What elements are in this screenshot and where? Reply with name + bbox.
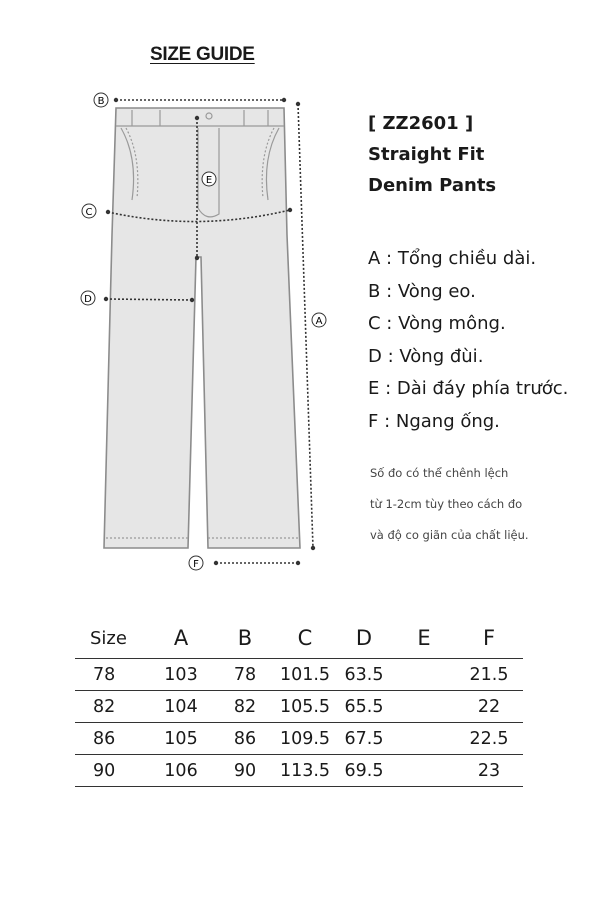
cell-e <box>393 723 455 755</box>
table-row <box>75 659 523 691</box>
legend-item: D : Vòng đùi. <box>368 345 484 367</box>
cell-a: 104 <box>147 691 215 723</box>
table-row <box>75 755 523 787</box>
svg-text:E: E <box>205 175 213 186</box>
legend-item: B : Vòng eo. <box>368 280 476 302</box>
cell-b: 86 <box>215 723 275 755</box>
cell-size: 90 <box>75 755 147 787</box>
legend-item: F : Ngang ống. <box>368 410 500 432</box>
cell-a: 106 <box>147 755 215 787</box>
svg-text:A: A <box>315 316 323 327</box>
size-guide-title: SIZE GUIDE <box>150 44 255 65</box>
cell-e <box>393 691 455 723</box>
measurement-note <box>370 458 529 551</box>
header-c: C <box>297 626 313 650</box>
cell-f: 22 <box>455 691 523 723</box>
header-f: F <box>482 626 496 650</box>
header-a: A <box>173 626 189 650</box>
cell-f: 22.5 <box>455 723 523 755</box>
legend-item: C : Vòng mông. <box>368 313 506 334</box>
marker-e <box>202 172 216 186</box>
product-name-line2: Denim Pants <box>368 175 497 196</box>
cell-d: 63.5 <box>335 659 393 691</box>
header-d: D <box>355 626 373 650</box>
marker-d <box>81 291 95 305</box>
product-name-line1: Straight Fit <box>368 144 485 165</box>
measure-line-a <box>298 104 313 548</box>
svg-text:F: F <box>193 559 199 570</box>
cell-a: 105 <box>147 723 215 755</box>
marker-a <box>312 313 326 327</box>
header-size: Size <box>90 627 127 649</box>
cell-d: 69.5 <box>335 755 393 787</box>
cell-d: 67.5 <box>335 723 393 755</box>
cell-size: 82 <box>75 691 147 723</box>
note-line: Số đo có thể chênh lệch <box>370 466 509 480</box>
table-row <box>75 723 523 755</box>
cell-e <box>393 755 455 787</box>
cell-f: 23 <box>455 755 523 787</box>
product-code: [ ZZ2601 ] <box>368 113 474 134</box>
legend-item: A : Tổng chiều dài. <box>368 248 537 269</box>
cell-b: 82 <box>215 691 275 723</box>
size-table <box>75 618 523 787</box>
cell-size: 86 <box>75 723 147 755</box>
marker-f <box>189 556 203 570</box>
cell-c: 109.5 <box>275 723 335 755</box>
svg-text:B: B <box>97 96 105 107</box>
note-line: và độ co giãn của chất liệu. <box>370 528 529 542</box>
cell-b: 78 <box>215 659 275 691</box>
note-line: từ 1-2cm tùy theo cách đo <box>370 497 523 511</box>
product-info <box>368 108 496 201</box>
cell-c: 105.5 <box>275 691 335 723</box>
cell-c: 101.5 <box>275 659 335 691</box>
cell-f: 21.5 <box>455 659 523 691</box>
marker-b <box>94 93 108 107</box>
cell-d: 65.5 <box>335 691 393 723</box>
cell-e <box>393 659 455 691</box>
header-b: B <box>237 626 253 650</box>
cell-c: 113.5 <box>275 755 335 787</box>
table-header-row <box>75 618 523 659</box>
table-row <box>75 691 523 723</box>
svg-text:C: C <box>85 207 93 218</box>
marker-c <box>82 204 96 218</box>
header-e: E <box>417 626 431 650</box>
cell-b: 90 <box>215 755 275 787</box>
cell-size: 78 <box>75 659 147 691</box>
measurement-legend <box>368 243 568 438</box>
legend-item: E : Dài đáy phía trước. <box>368 378 569 399</box>
cell-a: 103 <box>147 659 215 691</box>
svg-text:D: D <box>84 294 92 305</box>
